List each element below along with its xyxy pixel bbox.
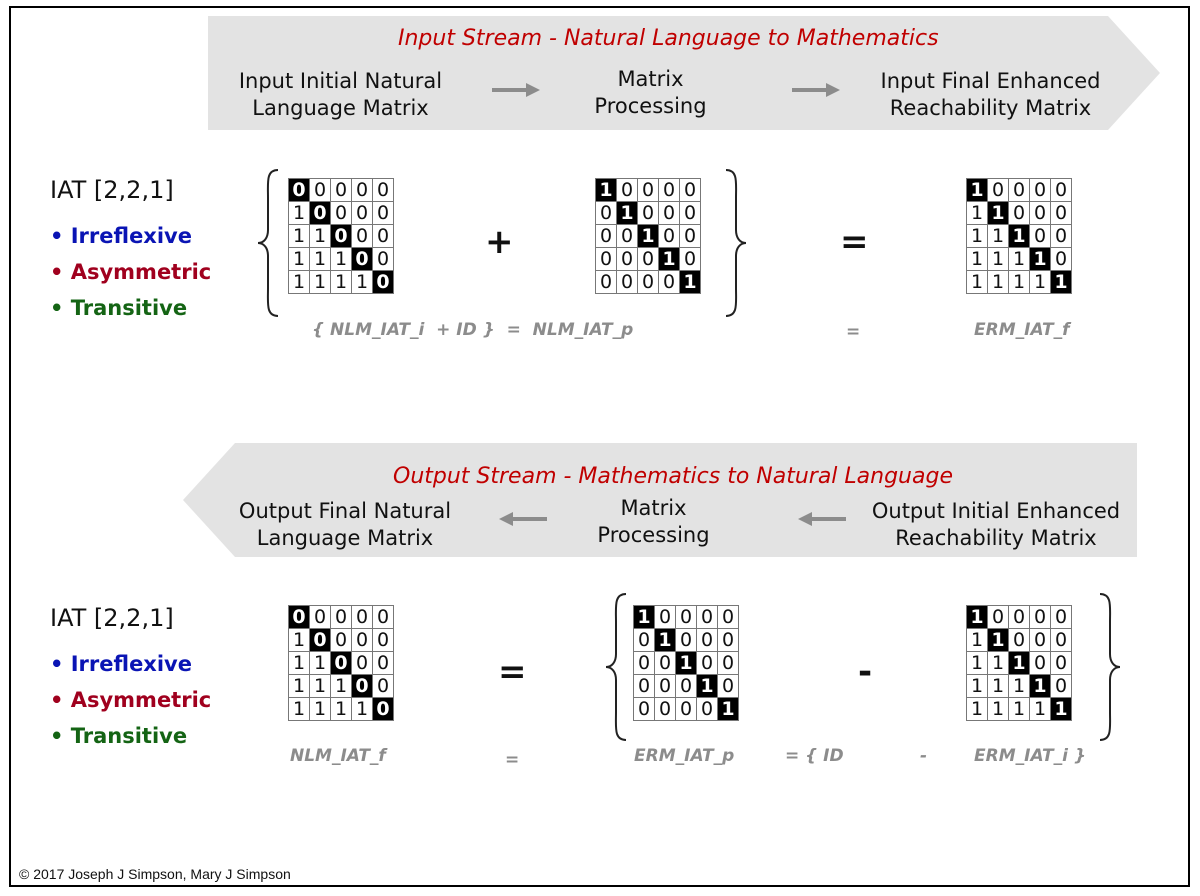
matrix-row [289, 271, 394, 294]
caption-minus: - [920, 746, 928, 766]
caption-bottom-equals: = [505, 750, 520, 770]
matrix-cell: 0 [373, 202, 394, 225]
matrix-cell: 0 [1030, 652, 1051, 675]
matrix-cell: 0 [1051, 179, 1072, 202]
property-asymmetric: • Asymmetric [50, 260, 212, 284]
matrix-cell: 1 [331, 248, 352, 271]
matrix-cell: 0 [596, 271, 617, 294]
matrix-row [967, 675, 1072, 698]
matrix-cell: 1 [967, 629, 988, 652]
matrix-cell: 0 [373, 675, 394, 698]
matrix-row [634, 698, 739, 721]
matrix-cell: 1 [289, 629, 310, 652]
matrix-cell: 0 [352, 179, 373, 202]
matrix-cell: 0 [655, 606, 676, 629]
matrix-diagonal-cell: 0 [373, 271, 394, 294]
matrix-diagonal-cell: 0 [373, 698, 394, 721]
matrix-cell: 0 [617, 271, 638, 294]
matrix-row [634, 606, 739, 629]
property-label: Irreflexive [70, 224, 192, 248]
matrix-diagonal-cell: 0 [331, 225, 352, 248]
matrix-cell: 0 [697, 698, 718, 721]
caption-top-equation: { NLM_IAT_i + ID } = NLM_IAT_p [312, 320, 634, 340]
matrix-cell: 1 [1009, 248, 1030, 271]
matrix-cell: 1 [310, 248, 331, 271]
matrix-cell: 1 [967, 271, 988, 294]
matrix-cell: 1 [289, 698, 310, 721]
matrix-cell: 1 [967, 202, 988, 225]
matrix-diagonal-cell: 0 [310, 202, 331, 225]
relation-name-top: IAT [2,2,1] [50, 176, 174, 204]
matrix-diagonal-cell: 1 [988, 202, 1009, 225]
caption-equals-id: = { ID [785, 746, 844, 766]
matrix-cell: 0 [310, 606, 331, 629]
matrix-cell: 1 [331, 698, 352, 721]
matrix-cell: 1 [331, 675, 352, 698]
matrix-cell: 0 [1051, 629, 1072, 652]
matrix-cell: 0 [634, 698, 655, 721]
property-label: Asymmetric [70, 260, 212, 284]
equals-operator-top: = [840, 222, 869, 262]
matrix-cell: 0 [638, 248, 659, 271]
matrix-row [634, 652, 739, 675]
matrix-diagonal-cell: 1 [967, 606, 988, 629]
matrix-cell: 0 [617, 248, 638, 271]
matrix-cell: 0 [1051, 675, 1072, 698]
matrix-row [289, 248, 394, 271]
matrix-cell: 1 [352, 271, 373, 294]
matrix-row [967, 179, 1072, 202]
input-flow-arrow-1 [492, 82, 542, 98]
matrix-cell: 0 [1009, 202, 1030, 225]
matrix-diagonal-cell: 0 [289, 179, 310, 202]
matrix-row [289, 675, 394, 698]
matrix-cell: 0 [655, 675, 676, 698]
matrix-cell: 0 [697, 629, 718, 652]
matrix-cell: 0 [680, 179, 701, 202]
matrix-cell: 0 [634, 652, 655, 675]
matrix-row [596, 225, 701, 248]
matrix-diagonal-cell: 1 [617, 202, 638, 225]
matrix-cell: 0 [697, 652, 718, 675]
matrix-row [967, 202, 1072, 225]
right-brace-top [722, 168, 748, 318]
property-label: Irreflexive [70, 652, 192, 676]
right-brace-bottom [1096, 592, 1122, 742]
matrix-cell: 1 [1009, 271, 1030, 294]
output-flow-arrow-1 [497, 511, 547, 527]
matrix-cell: 1 [289, 271, 310, 294]
matrix-cell: 1 [988, 225, 1009, 248]
caption-erm-iat-p: ERM_IAT_p [634, 746, 735, 766]
matrix-cell: 0 [596, 248, 617, 271]
matrix-cell: 0 [718, 652, 739, 675]
property-irreflexive: • Irreflexive [50, 224, 192, 248]
matrix-cell: 0 [680, 202, 701, 225]
matrix-cell: 0 [1051, 225, 1072, 248]
matrix-cell: 0 [638, 271, 659, 294]
matrix-diagonal-cell: 0 [352, 248, 373, 271]
output-step-processing-label: Matrix Processing [597, 496, 710, 547]
matrix-cell: 1 [967, 675, 988, 698]
matrix-cell: 0 [680, 225, 701, 248]
input-stream-title: Input Stream - Natural Language to Mathematics [398, 26, 939, 51]
matrix-cell: 1 [289, 675, 310, 698]
matrix-cell: 0 [988, 606, 1009, 629]
matrix-row [289, 225, 394, 248]
matrix-cell: 1 [289, 225, 310, 248]
property-list-bottom [50, 646, 211, 754]
matrix-cell: 1 [331, 271, 352, 294]
matrix-cell: 0 [1030, 225, 1051, 248]
matrix-cell: 1 [310, 225, 331, 248]
matrix-cell: 0 [1051, 606, 1072, 629]
matrix-cell: 0 [373, 652, 394, 675]
matrix-cell: 0 [310, 179, 331, 202]
caption-top-erm-iat-f: ERM_IAT_f [974, 320, 1070, 340]
matrix-cell: 1 [967, 698, 988, 721]
property-transitive: • Transitive [50, 724, 188, 748]
matrix-row [596, 271, 701, 294]
matrix-cell: 0 [617, 225, 638, 248]
input-step-final-label: Input Final Enhanced Reachability Matrix [880, 69, 1101, 120]
matrix-row [967, 225, 1072, 248]
matrix-cell: 0 [1009, 629, 1030, 652]
matrix-cell: 1 [988, 271, 1009, 294]
matrix-row [596, 202, 701, 225]
matrix-cell: 1 [289, 202, 310, 225]
matrix-diagonal-cell: 1 [655, 629, 676, 652]
matrix-cell: 1 [988, 698, 1009, 721]
matrix-cell: 0 [373, 225, 394, 248]
matrix-row [289, 629, 394, 652]
matrix-cell: 1 [289, 248, 310, 271]
matrix-cell: 0 [596, 225, 617, 248]
matrix-cell: 0 [659, 179, 680, 202]
matrix-cell: 0 [331, 606, 352, 629]
matrix-row [967, 248, 1072, 271]
input-step-processing-label: Matrix Processing [594, 67, 707, 118]
matrix-diagonal-cell: 0 [331, 652, 352, 675]
matrix-diagonal-cell: 1 [596, 179, 617, 202]
output-stream-banner [183, 443, 1137, 557]
matrix-cell: 0 [331, 179, 352, 202]
matrix-cell: 0 [659, 225, 680, 248]
matrix-cell: 0 [676, 629, 697, 652]
matrix-cell: 0 [988, 179, 1009, 202]
matrix-erm-iat-i [966, 605, 1072, 721]
matrix-erm-iat-f [966, 178, 1072, 294]
minus-operator: - [858, 652, 873, 692]
matrix-cell: 0 [697, 606, 718, 629]
property-label: Transitive [70, 296, 188, 320]
matrix-row [289, 652, 394, 675]
matrix-row [289, 606, 394, 629]
matrix-cell: 0 [1030, 606, 1051, 629]
matrix-erm-iat-p [633, 605, 739, 721]
matrix-diagonal-cell: 1 [697, 675, 718, 698]
matrix-row [289, 179, 394, 202]
input-flow-arrow-2 [792, 82, 842, 98]
matrix-cell: 0 [680, 248, 701, 271]
matrix-cell: 1 [310, 652, 331, 675]
matrix-cell: 0 [638, 202, 659, 225]
matrix-cell: 1 [1030, 271, 1051, 294]
matrix-cell: 1 [988, 652, 1009, 675]
property-irreflexive: • Irreflexive [50, 652, 192, 676]
matrix-cell: 0 [634, 629, 655, 652]
matrix-cell: 0 [718, 606, 739, 629]
matrix-cell: 0 [373, 248, 394, 271]
output-stream-title: Output Stream - Mathematics to Natural Language [393, 464, 953, 489]
matrix-id [595, 178, 701, 294]
property-label: Asymmetric [70, 688, 212, 712]
matrix-cell: 0 [331, 202, 352, 225]
matrix-cell: 1 [988, 248, 1009, 271]
matrix-row [967, 606, 1072, 629]
output-step-final-label: Output Final Natural Language Matrix [238, 499, 452, 550]
matrix-cell: 0 [1051, 652, 1072, 675]
matrix-cell: 0 [352, 629, 373, 652]
matrix-cell: 1 [988, 675, 1009, 698]
matrix-cell: 1 [1009, 675, 1030, 698]
matrix-diagonal-cell: 1 [676, 652, 697, 675]
caption-erm-iat-i: ERM_IAT_i } [974, 746, 1086, 766]
matrix-diagonal-cell: 1 [680, 271, 701, 294]
plus-operator: + [485, 222, 514, 262]
matrix-diagonal-cell: 1 [1051, 271, 1072, 294]
matrix-cell: 0 [718, 629, 739, 652]
matrix-diagonal-cell: 1 [1051, 698, 1072, 721]
property-asymmetric: • Asymmetric [50, 688, 212, 712]
matrix-cell: 0 [352, 606, 373, 629]
matrix-cell: 0 [1030, 202, 1051, 225]
equals-operator-bottom: = [498, 652, 527, 692]
matrix-cell: 1 [289, 652, 310, 675]
matrix-cell: 1 [1030, 698, 1051, 721]
matrix-cell: 0 [718, 675, 739, 698]
matrix-diagonal-cell: 1 [1009, 225, 1030, 248]
matrix-row [967, 698, 1072, 721]
matrix-cell: 0 [676, 606, 697, 629]
matrix-cell: 0 [659, 271, 680, 294]
matrix-cell: 1 [967, 248, 988, 271]
matrix-diagonal-cell: 0 [289, 606, 310, 629]
property-transitive: • Transitive [50, 296, 188, 320]
matrix-diagonal-cell: 0 [352, 675, 373, 698]
matrix-cell: 0 [1030, 629, 1051, 652]
matrix-cell: 0 [373, 629, 394, 652]
matrix-cell: 0 [617, 179, 638, 202]
caption-top-equals: = [846, 322, 861, 342]
output-step-initial-label: Output Initial Enhanced Reachability Matrix [871, 499, 1121, 550]
matrix-row [967, 271, 1072, 294]
matrix-diagonal-cell: 1 [988, 629, 1009, 652]
matrix-diagonal-cell: 1 [1030, 248, 1051, 271]
matrix-cell: 0 [676, 675, 697, 698]
matrix-diagonal-cell: 1 [718, 698, 739, 721]
left-brace-top [256, 168, 282, 318]
matrix-row [967, 652, 1072, 675]
matrix-cell: 0 [352, 225, 373, 248]
matrix-cell: 0 [352, 652, 373, 675]
matrix-cell: 0 [638, 179, 659, 202]
matrix-cell: 0 [1009, 606, 1030, 629]
matrix-cell: 1 [310, 698, 331, 721]
matrix-cell: 1 [1009, 698, 1030, 721]
matrix-cell: 0 [655, 698, 676, 721]
matrix-row [634, 675, 739, 698]
matrix-cell: 0 [655, 652, 676, 675]
matrix-diagonal-cell: 1 [1030, 675, 1051, 698]
property-label: Transitive [70, 724, 188, 748]
property-list-top [50, 218, 211, 326]
matrix-row [289, 698, 394, 721]
matrix-cell: 0 [331, 629, 352, 652]
caption-nlm-iat-f: NLM_IAT_f [290, 746, 386, 766]
copyright-notice: © 2017 Joseph J Simpson, Mary J Simpson [19, 866, 291, 882]
matrix-cell: 1 [310, 675, 331, 698]
input-step-initial-label: Input Initial Natural Language Matrix [238, 69, 443, 120]
matrix-cell: 1 [352, 698, 373, 721]
relation-name-bottom: IAT [2,2,1] [50, 604, 174, 632]
matrix-diagonal-cell: 1 [967, 179, 988, 202]
matrix-row [967, 629, 1072, 652]
left-brace-bottom [604, 592, 630, 742]
input-stream-banner [208, 16, 1160, 130]
matrix-row [596, 179, 701, 202]
matrix-nlm-iat-f [288, 605, 394, 721]
matrix-cell: 0 [373, 179, 394, 202]
matrix-cell: 1 [967, 225, 988, 248]
matrix-diagonal-cell: 1 [659, 248, 680, 271]
matrix-row [596, 248, 701, 271]
matrix-cell: 0 [373, 606, 394, 629]
matrix-diagonal-cell: 1 [1009, 652, 1030, 675]
matrix-cell: 0 [1051, 248, 1072, 271]
matrix-cell: 0 [352, 202, 373, 225]
matrix-cell: 1 [310, 271, 331, 294]
matrix-cell: 0 [634, 675, 655, 698]
matrix-diagonal-cell: 1 [638, 225, 659, 248]
matrix-cell: 0 [1030, 179, 1051, 202]
matrix-cell: 0 [596, 202, 617, 225]
matrix-nlm-iat-i [288, 178, 394, 294]
matrix-cell: 0 [1051, 202, 1072, 225]
matrix-row [289, 202, 394, 225]
matrix-cell: 0 [1009, 179, 1030, 202]
matrix-cell: 0 [659, 202, 680, 225]
matrix-cell: 0 [676, 698, 697, 721]
output-flow-arrow-2 [796, 511, 846, 527]
matrix-cell: 1 [967, 652, 988, 675]
matrix-diagonal-cell: 0 [310, 629, 331, 652]
matrix-row [634, 629, 739, 652]
matrix-diagonal-cell: 1 [634, 606, 655, 629]
